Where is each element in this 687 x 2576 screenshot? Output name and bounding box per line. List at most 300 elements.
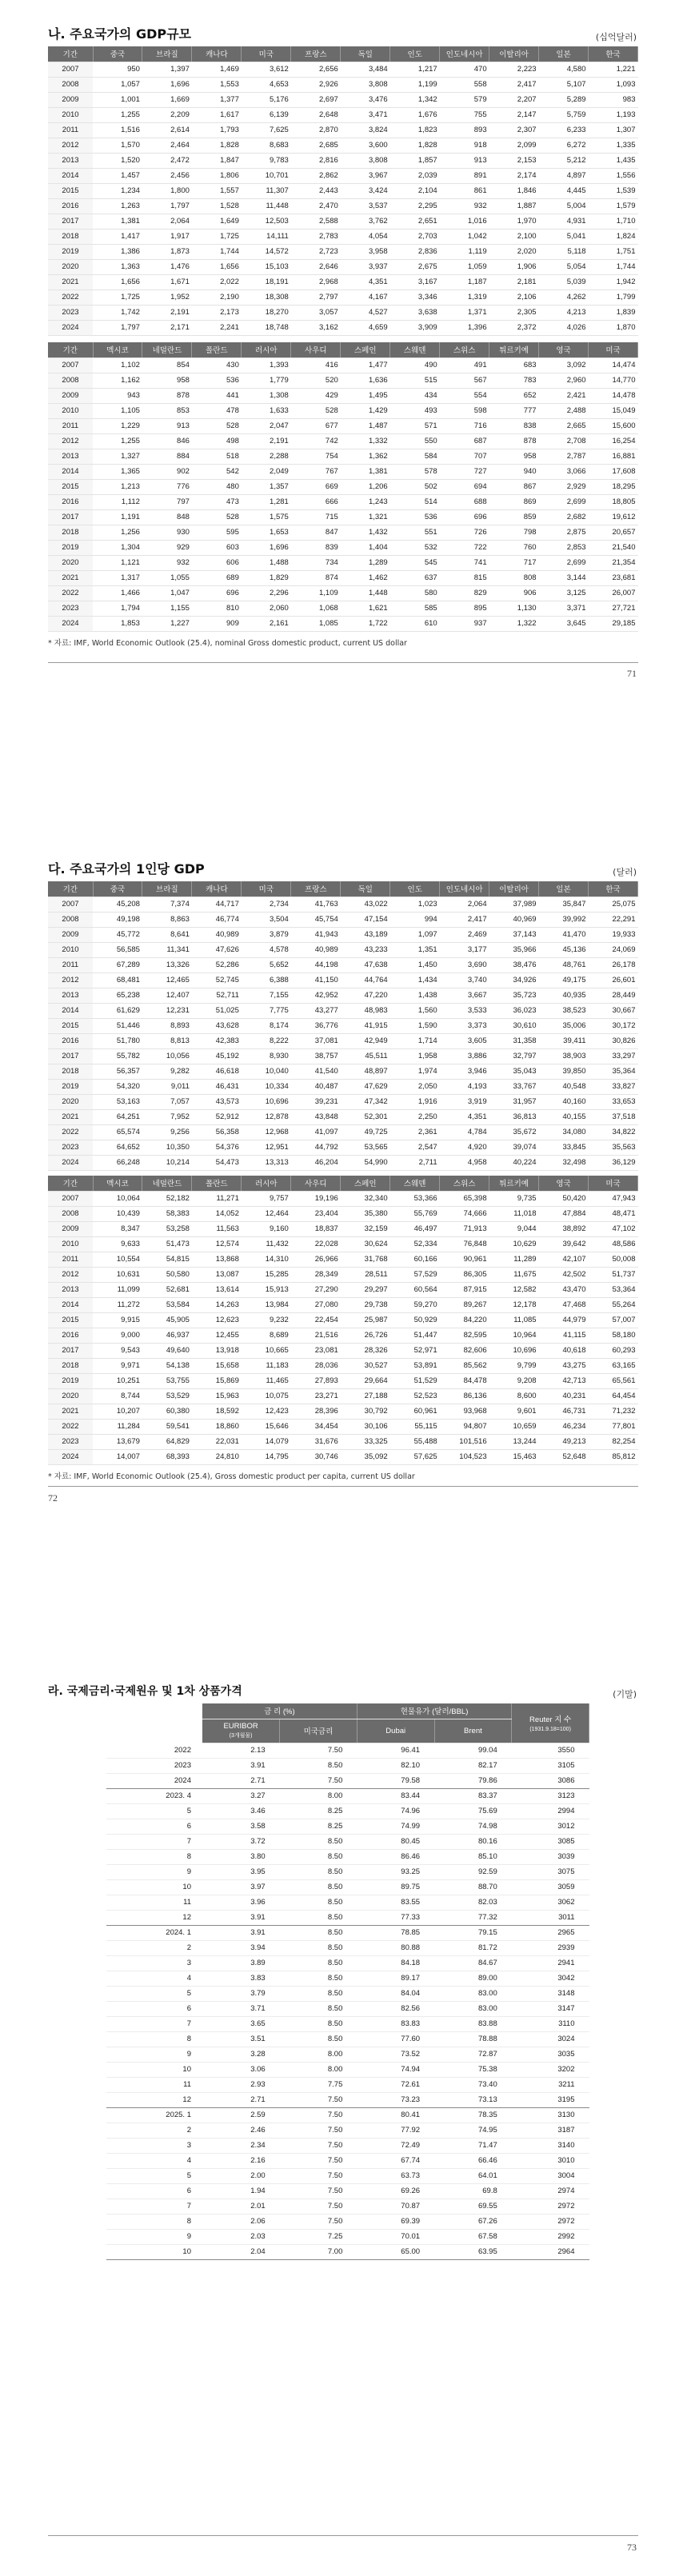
value-cell: 1,417 (93, 229, 142, 244)
value-cell: 741 (440, 555, 489, 570)
value-cell: 41,150 (291, 972, 341, 988)
value-cell: 1,386 (93, 244, 142, 259)
value-cell: 1,229 (93, 418, 142, 433)
value-cell: 86,305 (440, 1267, 489, 1282)
value-cell: 696 (192, 585, 242, 601)
value-cell: 9,208 (489, 1373, 539, 1388)
value-cell: 532 (390, 540, 440, 555)
value-cell: 46,431 (192, 1079, 242, 1094)
value-cell: 3195 (512, 2092, 589, 2107)
value-cell: 1,327 (93, 449, 142, 464)
table-row (106, 1758, 589, 1773)
column-header: 러시아 (242, 342, 291, 357)
value-cell: 2,173 (192, 305, 242, 320)
value-cell: 1,397 (142, 62, 192, 77)
value-cell: 74.95 (434, 2123, 512, 2138)
value-cell: 19,933 (589, 927, 638, 942)
value-cell: 53,584 (142, 1297, 192, 1312)
year-cell: 2019 (48, 244, 93, 259)
value-cell: 932 (142, 555, 192, 570)
value-cell: 19,612 (589, 509, 638, 525)
value-cell: 27,721 (589, 601, 638, 616)
period-cell: 6 (106, 2001, 202, 2016)
value-cell: 1,887 (489, 198, 539, 214)
value-cell: 13,984 (242, 1297, 291, 1312)
divider (48, 2535, 638, 2536)
value-cell: 2,797 (291, 290, 341, 305)
value-cell: 21,516 (291, 1328, 341, 1343)
table-row (106, 2183, 589, 2199)
value-cell: 854 (142, 357, 192, 373)
value-cell: 2,064 (440, 897, 489, 912)
value-cell: 2,047 (242, 418, 291, 433)
value-cell: 1,393 (242, 357, 291, 373)
value-cell: 2,651 (390, 214, 440, 229)
value-cell: 43,470 (539, 1282, 589, 1297)
year-cell: 2014 (48, 1297, 93, 1312)
value-cell: 7,952 (142, 1109, 192, 1124)
value-cell: 56,358 (192, 1124, 242, 1140)
value-cell: 18,295 (589, 479, 638, 494)
value-cell: 498 (192, 433, 242, 449)
value-cell: 3,937 (341, 259, 390, 274)
value-cell: 2,464 (142, 138, 192, 153)
value-cell: 7,057 (142, 1094, 192, 1109)
value-cell: 30,667 (589, 1003, 638, 1018)
value-cell: 722 (440, 540, 489, 555)
value-cell: 3,808 (341, 77, 390, 92)
value-cell: 7.75 (280, 2077, 357, 2092)
table-row (106, 2092, 589, 2107)
table-row (48, 1358, 638, 1373)
value-cell: 7.50 (280, 2214, 357, 2229)
value-cell: 45,208 (93, 897, 142, 912)
value-cell: 40,160 (539, 1094, 589, 1109)
value-cell: 41,097 (291, 1124, 341, 1140)
value-cell: 930 (142, 525, 192, 540)
value-cell: 4,193 (440, 1079, 489, 1094)
percap-title: 다. 주요국가의 1인당 GDP (48, 861, 205, 877)
value-cell: 1,191 (93, 509, 142, 525)
value-cell: 1,365 (93, 464, 142, 479)
value-cell: 2,207 (489, 92, 539, 107)
value-cell: 66.46 (434, 2153, 512, 2168)
table-row (48, 290, 638, 305)
value-cell: 1,539 (589, 183, 638, 198)
value-cell: 8.50 (280, 2001, 357, 2016)
table-row (48, 601, 638, 616)
value-cell: 93.25 (357, 1864, 434, 1879)
value-cell: 89.17 (357, 1971, 434, 1986)
value-cell: 83.00 (434, 2001, 512, 2016)
value-cell: 4,445 (539, 183, 589, 198)
table-row (48, 1003, 638, 1018)
value-cell: 1,742 (93, 305, 142, 320)
value-cell: 43,189 (341, 927, 390, 942)
percap-note: * 자료: IMF, World Economic Outlook (25.4), Gross domestic product per capita, current US dollar (48, 1472, 415, 1481)
value-cell: 82.17 (434, 1758, 512, 1773)
year-cell: 2022 (48, 1124, 93, 1140)
value-cell: 56,357 (93, 1064, 142, 1079)
value-cell: 2964 (512, 2244, 589, 2259)
value-cell: 4,026 (539, 320, 589, 335)
period-cell: 9 (106, 2229, 202, 2244)
value-cell: 4,527 (341, 305, 390, 320)
value-cell: 35,723 (489, 988, 539, 1003)
value-cell: 28,396 (291, 1404, 341, 1419)
value-cell: 77.60 (357, 2031, 434, 2047)
period-cell: 10 (106, 2062, 202, 2077)
value-cell: 14,052 (192, 1206, 242, 1221)
value-cell: 33,653 (589, 1094, 638, 1109)
value-cell: 1,794 (93, 601, 142, 616)
value-cell: 54,815 (142, 1252, 192, 1267)
value-cell: 1,256 (93, 525, 142, 540)
value-cell: 2,153 (489, 153, 539, 168)
value-cell: 7.00 (280, 2244, 357, 2259)
value-cell: 14,079 (242, 1434, 291, 1449)
value-cell: 40,224 (489, 1155, 539, 1170)
value-cell: 38,903 (539, 1048, 589, 1064)
value-cell: 35,380 (341, 1206, 390, 1221)
table-row (106, 2138, 589, 2153)
table-row (106, 2047, 589, 2062)
value-cell: 554 (440, 388, 489, 403)
column-header: 폴란드 (192, 342, 242, 357)
year-cell: 2016 (48, 198, 93, 214)
value-cell: 1,217 (390, 62, 440, 77)
value-cell: 9,011 (142, 1079, 192, 1094)
value-cell: 11,271 (192, 1191, 242, 1206)
table-row (106, 2168, 589, 2183)
reuter-header: Reuter 지 수 (1931.9.18=100) (512, 1703, 589, 1743)
value-cell: 2.03 (202, 2229, 280, 2244)
value-cell: 3,373 (440, 1018, 489, 1033)
value-cell: 77,801 (589, 1419, 638, 1434)
value-cell: 10,040 (242, 1064, 291, 1079)
table-row (106, 2229, 589, 2244)
value-cell: 3.91 (202, 1925, 280, 1940)
value-cell: 754 (291, 449, 341, 464)
year-cell: 2009 (48, 92, 93, 107)
value-cell: 11,432 (242, 1236, 291, 1252)
rates-unit: (기말) (613, 1689, 637, 1699)
value-cell: 49,175 (539, 972, 589, 988)
value-cell: 60,293 (589, 1343, 638, 1358)
table-row (106, 1910, 589, 1925)
value-cell: 31,957 (489, 1094, 539, 1109)
table-row (106, 1986, 589, 2001)
value-cell: 2.59 (202, 2107, 280, 2123)
value-cell: 4,351 (440, 1109, 489, 1124)
value-cell: 430 (192, 357, 242, 373)
value-cell: 7.25 (280, 2229, 357, 2244)
value-cell: 1,636 (341, 373, 390, 388)
table-row (48, 1064, 638, 1079)
value-cell: 1,105 (93, 403, 142, 418)
value-cell: 1,696 (142, 77, 192, 92)
value-cell: 1,823 (390, 122, 440, 138)
value-cell: 46,774 (192, 912, 242, 927)
value-cell: 2,443 (291, 183, 341, 198)
column-header: 인도 (390, 46, 440, 62)
value-cell: 4,054 (341, 229, 390, 244)
value-cell: 76,848 (440, 1236, 489, 1252)
value-cell: 13,244 (489, 1434, 539, 1449)
value-cell: 3.06 (202, 2062, 280, 2077)
year-cell: 2015 (48, 479, 93, 494)
value-cell: 3.80 (202, 1849, 280, 1864)
value-cell: 2,853 (539, 540, 589, 555)
value-cell: 994 (390, 912, 440, 927)
value-cell: 6,139 (242, 107, 291, 122)
value-cell: 9,543 (93, 1343, 142, 1358)
period-cell: 2 (106, 1940, 202, 1955)
value-cell: 48,983 (341, 1003, 390, 1018)
value-cell: 839 (291, 540, 341, 555)
value-cell: 1,255 (93, 107, 142, 122)
value-cell: 42,949 (341, 1033, 390, 1048)
value-cell: 3039 (512, 1849, 589, 1864)
year-cell: 2021 (48, 274, 93, 290)
value-cell: 3,762 (341, 214, 390, 229)
value-cell: 73.52 (357, 2047, 434, 2062)
table-row (48, 1282, 638, 1297)
value-cell: 1,112 (93, 494, 142, 509)
value-cell: 80.16 (434, 1834, 512, 1849)
year-cell: 2014 (48, 168, 93, 183)
value-cell: 3042 (512, 1971, 589, 1986)
value-cell: 18,270 (242, 305, 291, 320)
value-cell: 3140 (512, 2138, 589, 2153)
value-cell: 48,586 (589, 1236, 638, 1252)
value-cell: 610 (390, 616, 440, 631)
value-cell: 15,285 (242, 1267, 291, 1282)
value-cell: 5,759 (539, 107, 589, 122)
value-cell: 1,322 (489, 616, 539, 631)
value-cell: 77.33 (357, 1910, 434, 1925)
value-cell: 3187 (512, 2123, 589, 2138)
value-cell: 43,573 (192, 1094, 242, 1109)
value-cell: 15,049 (589, 403, 638, 418)
value-cell: 7.50 (280, 2199, 357, 2214)
value-cell: 3062 (512, 1895, 589, 1910)
value-cell: 1,847 (192, 153, 242, 168)
value-cell: 1,857 (390, 153, 440, 168)
value-cell: 80.88 (357, 1940, 434, 1955)
value-cell: 84.04 (357, 1986, 434, 2001)
value-cell: 2,697 (291, 92, 341, 107)
value-cell: 2939 (512, 1940, 589, 1955)
value-cell: 7.50 (280, 2092, 357, 2107)
value-cell: 47,342 (341, 1094, 390, 1109)
period-cell: 2024 (106, 1773, 202, 1788)
column-header: 멕시코 (93, 342, 142, 357)
value-cell: 81.72 (434, 1940, 512, 1955)
year-cell: 2009 (48, 1221, 93, 1236)
period-cell: 12 (106, 2092, 202, 2107)
value-cell: 3130 (512, 2107, 589, 2123)
value-cell: 3.46 (202, 1803, 280, 1819)
page-72 (0, 848, 687, 1671)
year-cell: 2011 (48, 122, 93, 138)
table-row (48, 1033, 638, 1048)
value-cell: 6,388 (242, 972, 291, 988)
value-cell: 83.55 (357, 1895, 434, 1910)
value-cell: 3,690 (440, 957, 489, 972)
value-cell: 52,912 (192, 1109, 242, 1124)
value-cell: 9,757 (242, 1191, 291, 1206)
value-cell: 8.50 (280, 2031, 357, 2047)
value-cell: 58,383 (142, 1206, 192, 1221)
value-cell: 39,231 (291, 1094, 341, 1109)
value-cell: 22,291 (589, 912, 638, 927)
value-cell: 2965 (512, 1925, 589, 1940)
value-cell: 35,364 (589, 1064, 638, 1079)
value-cell: 3105 (512, 1758, 589, 1773)
value-cell: 1,829 (242, 570, 291, 585)
value-cell: 57,529 (390, 1267, 440, 1282)
value-cell: 47,102 (589, 1221, 638, 1236)
value-cell: 14,111 (242, 229, 291, 244)
value-cell: 3,476 (341, 92, 390, 107)
value-cell: 797 (142, 494, 192, 509)
value-cell: 86,136 (440, 1388, 489, 1404)
value-cell: 31,676 (291, 1434, 341, 1449)
value-cell: 683 (489, 357, 539, 373)
year-cell: 2018 (48, 525, 93, 540)
value-cell: 83.00 (434, 1986, 512, 2001)
value-cell: 54,320 (93, 1079, 142, 1094)
value-cell: 11,018 (489, 1206, 539, 1221)
period-cell: 2024. 1 (106, 1925, 202, 1940)
value-cell: 88.70 (434, 1879, 512, 1895)
table-row (48, 570, 638, 585)
value-cell: 31,358 (489, 1033, 539, 1048)
value-cell: 49,213 (539, 1434, 589, 1449)
value-cell: 3,958 (341, 244, 390, 259)
column-header: 브라질 (142, 881, 192, 897)
value-cell: 9,232 (242, 1312, 291, 1328)
value-cell: 3,537 (341, 198, 390, 214)
value-cell: 2.46 (202, 2123, 280, 2138)
value-cell: 1,725 (192, 229, 242, 244)
column-header: 중국 (93, 881, 142, 897)
period-cell: 9 (106, 2047, 202, 2062)
value-cell: 47,884 (539, 1206, 589, 1221)
value-cell: 52,971 (390, 1343, 440, 1358)
value-cell: 40,231 (539, 1388, 589, 1404)
value-cell: 71.47 (434, 2138, 512, 2153)
year-cell: 2022 (48, 290, 93, 305)
value-cell: 92.59 (434, 1864, 512, 1879)
value-cell: 50,420 (539, 1191, 589, 1206)
value-cell: 1,942 (589, 274, 638, 290)
value-cell: 101,516 (440, 1434, 489, 1449)
value-cell: 2,646 (291, 259, 341, 274)
period-cell: 9 (106, 1864, 202, 1879)
value-cell: 3,967 (341, 168, 390, 183)
value-cell: 1,213 (93, 479, 142, 494)
table-row (48, 122, 638, 138)
value-cell: 41,115 (539, 1328, 589, 1343)
value-cell: 3.91 (202, 1758, 280, 1773)
year-cell: 2015 (48, 183, 93, 198)
value-cell: 78.35 (434, 2107, 512, 2123)
value-cell: 33,297 (589, 1048, 638, 1064)
value-cell: 2,469 (440, 927, 489, 942)
table-row (48, 1252, 638, 1267)
year-cell: 2008 (48, 912, 93, 927)
gdp-note: * 자료: IMF, World Economic Outlook (25.4), nominal Gross domestic product, current US dollar (48, 639, 407, 648)
value-cell: 30,106 (341, 1419, 390, 1434)
table-row (48, 1124, 638, 1140)
value-cell: 36,813 (489, 1109, 539, 1124)
column-header: 미국 (589, 342, 638, 357)
value-cell: 2,099 (489, 138, 539, 153)
value-cell: 767 (291, 464, 341, 479)
value-cell: 1,488 (242, 555, 291, 570)
value-cell: 74.96 (357, 1803, 434, 1819)
value-cell: 64.01 (434, 2168, 512, 2183)
column-header: 브라질 (142, 46, 192, 62)
column-header: 영국 (539, 342, 589, 357)
table-row (48, 1449, 638, 1464)
column-header: 네덜란드 (142, 1176, 192, 1191)
value-cell: 93,968 (440, 1404, 489, 1419)
value-cell: 491 (440, 357, 489, 373)
table-row (48, 305, 638, 320)
value-cell: 24,069 (589, 942, 638, 957)
value-cell: 54,473 (192, 1155, 242, 1170)
year-cell: 2024 (48, 1449, 93, 1464)
table-row (48, 988, 638, 1003)
value-cell: 69.8 (434, 2183, 512, 2199)
value-cell: 1,824 (589, 229, 638, 244)
value-cell: 52,286 (192, 957, 242, 972)
value-cell: 15,963 (192, 1388, 242, 1404)
value-cell: 1,102 (93, 357, 142, 373)
value-cell: 13,614 (192, 1282, 242, 1297)
value-cell: 82,595 (440, 1328, 489, 1343)
value-cell: 1,363 (93, 259, 142, 274)
value-cell: 5,652 (242, 957, 291, 972)
value-cell: 3.28 (202, 2047, 280, 2062)
value-cell: 52,681 (142, 1282, 192, 1297)
value-cell: 3202 (512, 2062, 589, 2077)
value-cell: 480 (192, 479, 242, 494)
value-cell: 1,557 (192, 183, 242, 198)
value-cell: 1,751 (589, 244, 638, 259)
value-cell: 1,438 (390, 988, 440, 1003)
value-cell: 99.04 (434, 1743, 512, 1758)
table-row (48, 259, 638, 274)
value-cell: 9,915 (93, 1312, 142, 1328)
value-cell: 32,340 (341, 1191, 390, 1206)
value-cell: 1,669 (142, 92, 192, 107)
value-cell: 3.51 (202, 2031, 280, 2047)
value-cell: 4,653 (242, 77, 291, 92)
value-cell: 3,177 (440, 942, 489, 957)
value-cell: 8,930 (242, 1048, 291, 1064)
gdp-table-1 (48, 46, 638, 336)
year-cell: 2012 (48, 1267, 93, 1282)
value-cell: 53,565 (341, 1140, 390, 1155)
column-header: 인도 (390, 881, 440, 897)
value-cell: 8.00 (280, 2047, 357, 2062)
column-header: 프랑스 (291, 46, 341, 62)
value-cell: 1,450 (390, 957, 440, 972)
